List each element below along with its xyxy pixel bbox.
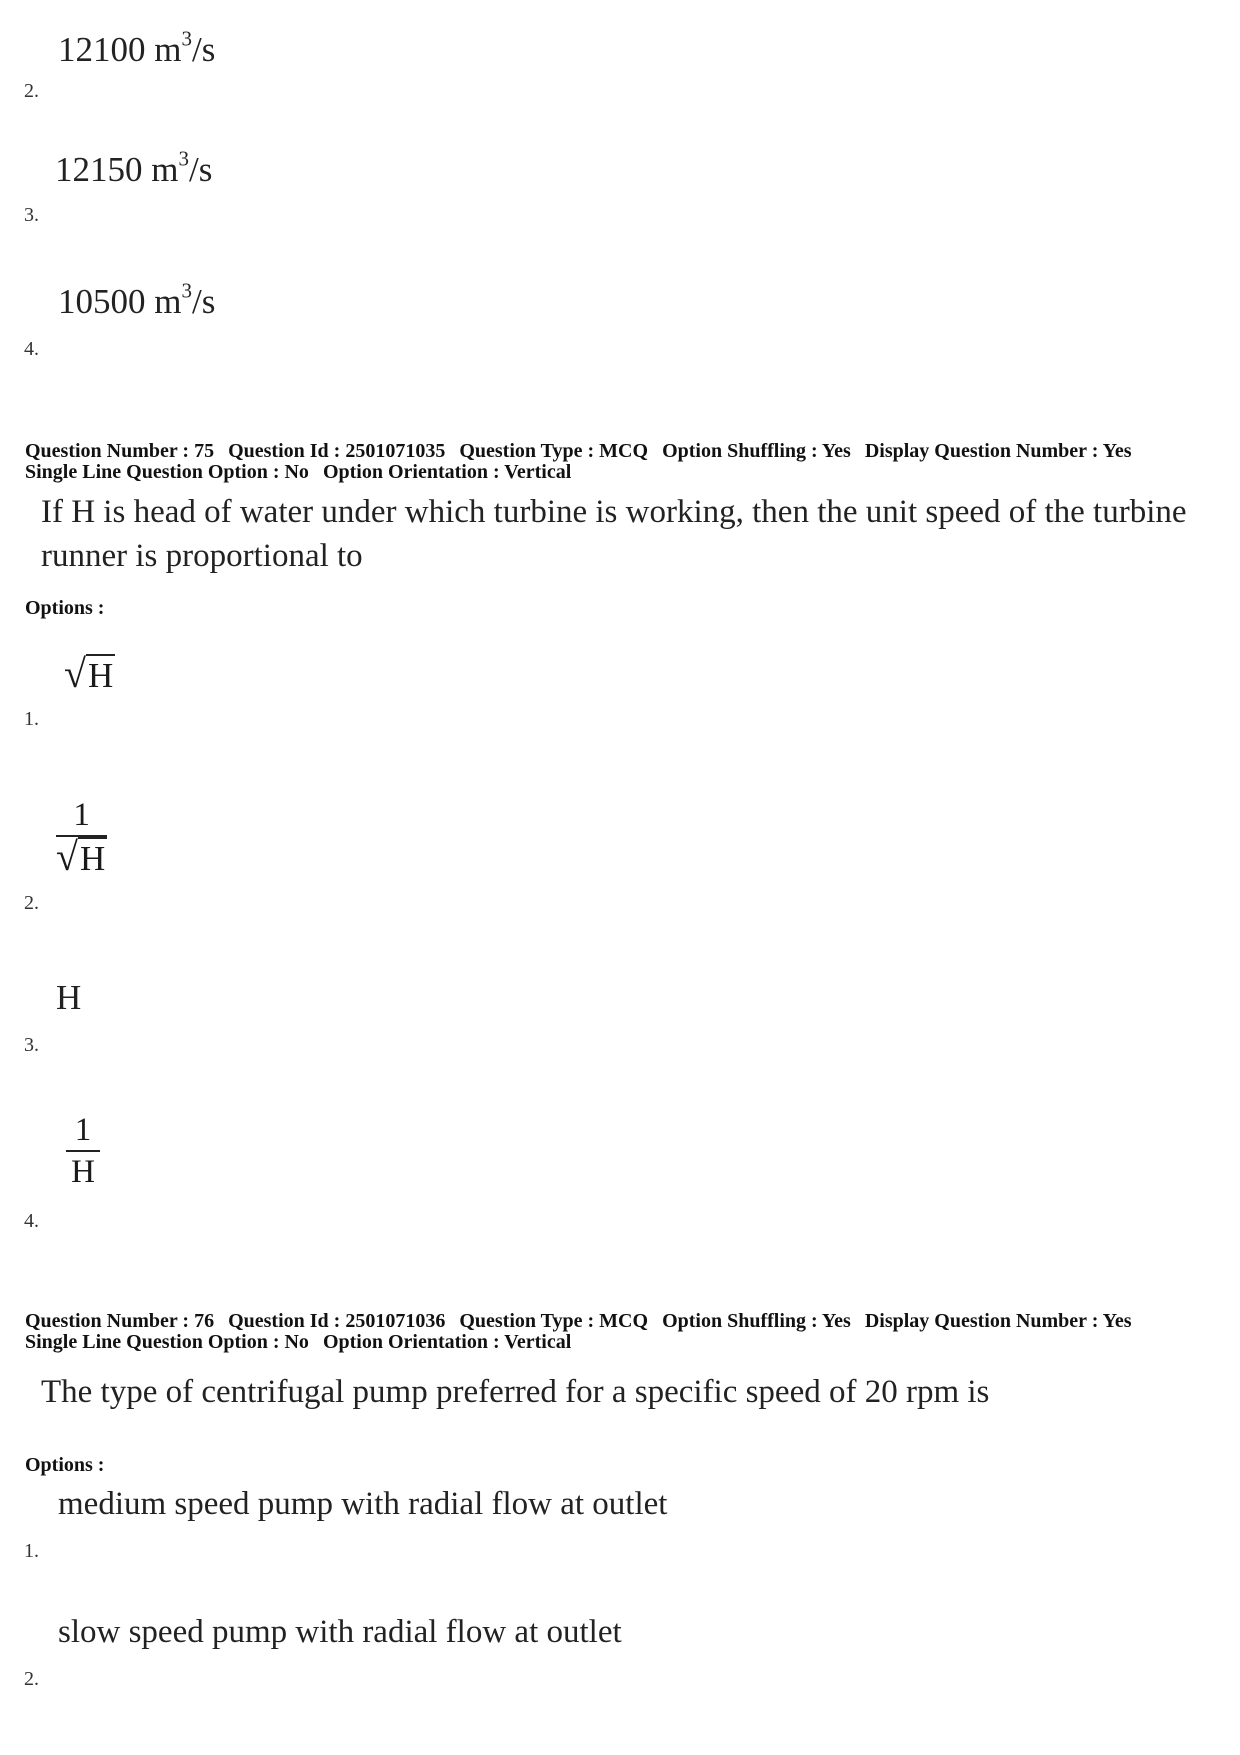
q76-option-1-number: 1. — [24, 1540, 39, 1562]
q75-option-3-value: H — [56, 978, 82, 1017]
q76-meta-line-2: Single Line Question Option : No Option Orientation : Vertical — [25, 1331, 572, 1353]
q76-option-1-text: medium speed pump with radial flow at outlet — [58, 1486, 668, 1522]
q76-meta-line-1: Question Number : 76 Question Id : 2501071036 Question Type : MCQ Option Shuffling : Yes Display Question Number : Yes — [25, 1310, 1132, 1332]
q76-option-2-number: 2. — [24, 1668, 39, 1690]
q76-question-text: The type of centrifugal pump preferred for a specific speed of 20 rpm is — [41, 1374, 990, 1410]
q75-option-1-value: √H — [64, 651, 114, 696]
prev-option-2-value: 12100 $m^3/s$ — [58, 26, 216, 69]
q75-options-label: Options : — [25, 597, 105, 619]
prev-option-2-number: 2. — [24, 80, 39, 102]
q75-option-2-number: 2. — [24, 892, 39, 914]
q75-question-text: If H is head of water under which turbine is working, then the unit speed of the turbine runner is proportional to — [41, 494, 1187, 574]
prev-option-3-value: 12150 $m^3/s$ — [55, 146, 213, 189]
q75-option-3-number: 3. — [24, 1034, 39, 1056]
prev-option-4-value: 10500 $m^3/s$ — [58, 278, 216, 321]
prev-option-3-number: 3. — [24, 204, 39, 226]
q76-options-label: Options : — [25, 1454, 105, 1476]
q75-option-4-value: $\frac{1}{H}$ — [66, 1110, 100, 1192]
q75-meta-line-2: Single Line Question Option : No Option Orientation : Vertical — [25, 461, 572, 483]
q75-meta-line-1: Question Number : 75 Question Id : 2501071035 Question Type : MCQ Option Shuffling : Yes Display Question Number : Yes — [25, 440, 1132, 462]
q75-option-1-number: 1. — [24, 708, 39, 730]
prev-option-4-number: 4. — [24, 338, 39, 360]
q75-option-4-number: 4. — [24, 1210, 39, 1232]
q76-option-2-text: slow speed pump with radial flow at outlet — [58, 1614, 622, 1650]
q75-option-2-value: $\frac{1}{√H}$ — [56, 797, 106, 879]
